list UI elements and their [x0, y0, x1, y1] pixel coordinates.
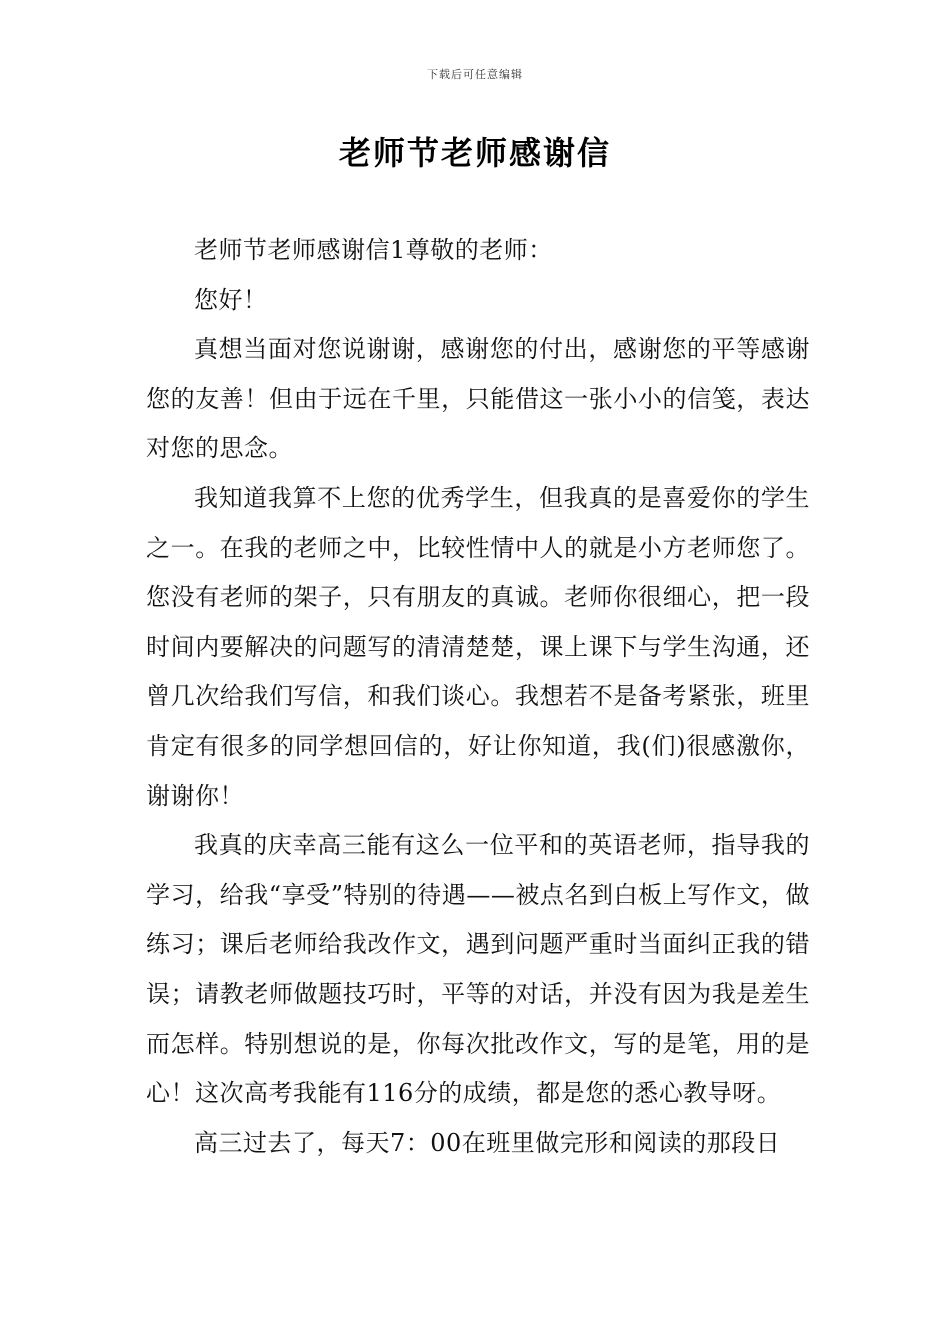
- paragraph: 真想当面对您说谢谢，感谢您的付出，感谢您的平等感谢您的友善！但由于远在千里，只能借这一张小小的信笺，表达对您的思念。: [146, 335, 810, 463]
- document-title: 老师节老师感谢信: [338, 134, 611, 172]
- paragraph-salutation: 老师节老师感谢信1尊敬的老师：: [194, 236, 553, 264]
- paragraph: 我真的庆幸高三能有这么一位平和的英语老师，指导我的学习，给我“享受”特别的待遇——被点名到白板上写作文，做练习；课后老师给我改作文，遇到问题严重时当面纠正我的错误；请教老师做题技巧时，平等的对话，并没有因为我是差生而怎样。特别想说的是，你每次批改作文，写的是笔，用的是心！这次高考我能有116分的成绩，都是您的悉心教导呀。: [146, 831, 810, 1108]
- document-body: [146, 226, 810, 1168]
- paragraph: 高三过去了，每天7：00在班里做完形和阅读的那段日: [194, 1128, 781, 1157]
- header-note: 下载后可任意编辑: [427, 68, 523, 81]
- paragraph-greeting: 您好！: [194, 285, 268, 314]
- paragraph: 我知道我算不上您的优秀学生，但我真的是喜爱你的学生之一。在我的老师之中，比较性情中人的就是小方老师您了。您没有老师的架子，只有朋友的真诚。老师你很细心，把一段时间内要解决的问题写的清清楚楚，课上课下与学生沟通，还曾几次给我们写信，和我们谈心。我想若不是备考紧张，班里肯定有很多的同学想回信的，好让你知道，我(们)很感激你，谢谢你！: [146, 483, 810, 810]
